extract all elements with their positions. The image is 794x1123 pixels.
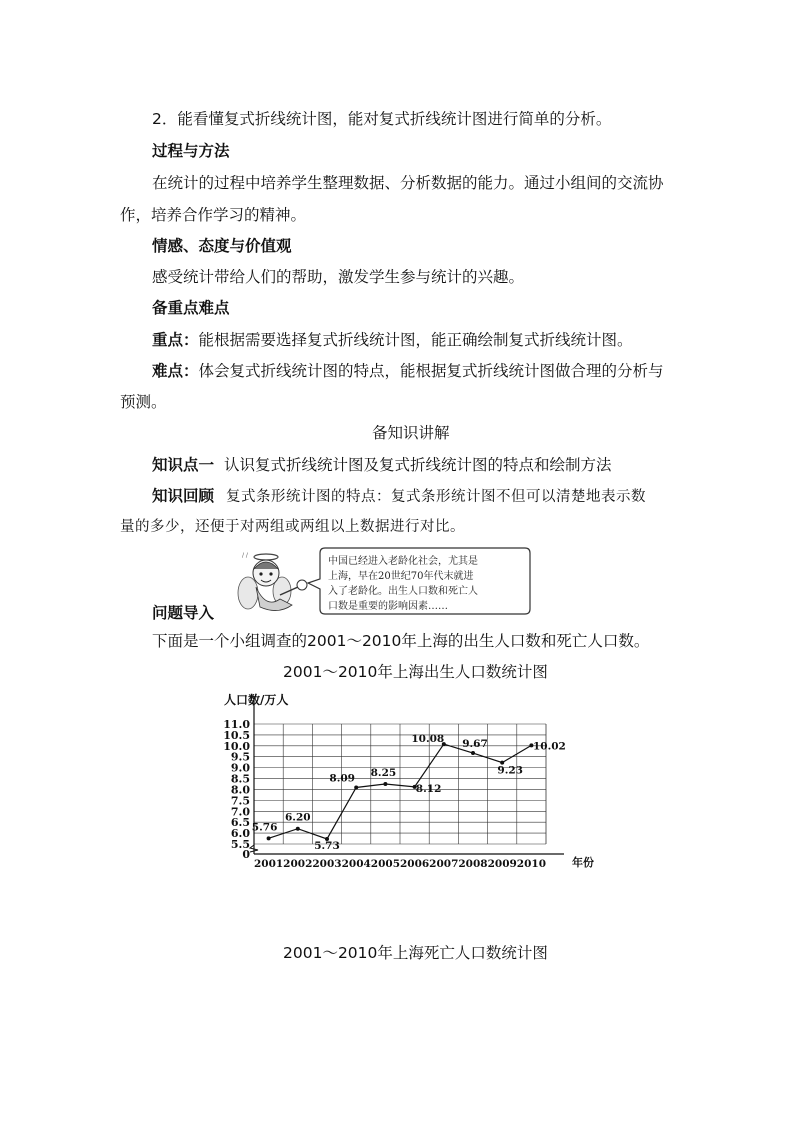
key-label: 重点： [152, 331, 199, 349]
x-tick-label: 2006 [399, 858, 430, 870]
knowledge-text: 认识复式折线统计图及复式折线统计图的特点和绘制方法 [224, 456, 612, 474]
data-label: 8.12 [415, 782, 442, 795]
x-tick-label: 2008 [458, 858, 488, 870]
review [152, 486, 646, 507]
difficulty-line-2: 预测。 [120, 393, 167, 411]
birth-line-chart [220, 688, 610, 874]
x-tick-label: 2007 [429, 858, 459, 870]
x-tick-label: 2010 [516, 858, 547, 870]
data-label: 5.73 [314, 839, 340, 852]
y-tick-label: 10.5 [223, 728, 250, 742]
y-tick-label: 10.0 [223, 739, 250, 753]
keypoints-heading: 备重点难点 [152, 299, 230, 317]
y-tick-label: 7.5 [230, 794, 250, 808]
speech-bubble [308, 548, 530, 614]
review-line-1: 复式条形统计图的特点：复式条形统计图不但可以清楚地表示数 [226, 489, 647, 505]
x-axis-title: 年份 [572, 856, 594, 869]
cartoon-illustration [234, 545, 534, 617]
data-point [383, 782, 387, 786]
data-label: 8.25 [370, 767, 397, 779]
key-text: 能根据需要选择复式折线统计图，能正确绘制复式折线统计图。 [198, 331, 633, 349]
x-tick-label: 2009 [487, 858, 517, 870]
knowledge-label: 知识点一 [152, 456, 215, 474]
y-tick-label: 6.0 [230, 827, 250, 841]
data-point [267, 836, 271, 840]
y-tick-label: 11.0 [223, 718, 250, 731]
data-label: 8.09 [329, 772, 355, 785]
y-tick-label: 7.0 [230, 805, 250, 819]
x-tick-label: 2001 [253, 858, 284, 870]
review-line-2: 量的多少，还便于对两组或两组以上数据进行对比。 [120, 519, 465, 535]
objective-2: 2．能看懂复式折线统计图，能对复式折线统计图进行简单的分析。 [152, 110, 612, 128]
data-label: 9.23 [497, 764, 523, 777]
chart-ticks [223, 718, 546, 870]
x-tick-label: 2003 [312, 858, 342, 870]
y-tick-label: 9.0 [230, 761, 250, 775]
y-axis-title: 人口数/万人 [224, 693, 289, 707]
process-heading: 过程与方法 [152, 142, 230, 160]
data-point [296, 827, 300, 831]
speech-line: 中国已经进入老龄化社会，尤其是 [328, 556, 478, 567]
review-label: 知识回顾 [152, 487, 215, 505]
chart-grid [251, 724, 546, 844]
y-tick-label: 0 [242, 848, 250, 861]
y-tick-label: 5.5 [230, 838, 250, 851]
knowledge-point [152, 455, 612, 475]
y-tick-label: 6.5 [230, 816, 250, 830]
intro-heading: 问题导入 [152, 604, 215, 622]
x-tick-label: 2002 [283, 858, 313, 870]
emotion-text: 感受统计带给人们的帮助，激发学生参与统计的兴趣。 [152, 268, 525, 286]
process-line-1: 在统计的过程中培养学生整理数据、分析数据的能力。通过小组间的交流协 [152, 174, 664, 192]
x-tick-label: 2004 [341, 858, 371, 870]
difficulty-label: 难点： [152, 362, 199, 380]
svg-text:/ /: / / [242, 552, 248, 559]
y-tick-label: 8.5 [230, 772, 250, 786]
y-tick-label: 8.0 [230, 783, 250, 797]
cartoon-character [238, 552, 307, 611]
section-title: 备知识讲解 [372, 424, 450, 442]
y-tick-label: 9.5 [230, 750, 250, 764]
chart-data-labels [252, 733, 566, 852]
x-tick-label: 2005 [370, 858, 401, 870]
intro-text: 下面是一个小组调查的2001～2010年上海的出生人口数和死亡人口数。 [152, 632, 650, 650]
chart2-title: 2001～2010年上海死亡人口数统计图 [283, 944, 548, 962]
speech-line: 口数是重要的影响因素…… [328, 601, 448, 612]
difficulty-line-1: 体会复式折线统计图的特点，能根据复式折线统计图做合理的分析与 [198, 362, 664, 380]
speech-line: 入了老龄化。出生人口数和死亡人 [328, 586, 478, 597]
data-point [354, 785, 358, 789]
speech-line: 上海，早在20世纪70年代末就进 [328, 571, 474, 582]
data-label: 9.67 [462, 738, 488, 751]
data-point [471, 751, 475, 755]
chart-title: 2001～2010年上海出生人口数统计图 [283, 663, 548, 681]
difficulty-point [152, 361, 664, 381]
data-label: 5.76 [251, 821, 278, 834]
data-label: 6.20 [285, 811, 311, 824]
key-point [152, 330, 633, 350]
data-label: 10.08 [411, 733, 445, 746]
emotion-heading: 情感、态度与价值观 [152, 237, 292, 255]
process-line-2: 作，培养合作学习的精神。 [120, 206, 307, 224]
data-label: 10.02 [532, 740, 566, 753]
